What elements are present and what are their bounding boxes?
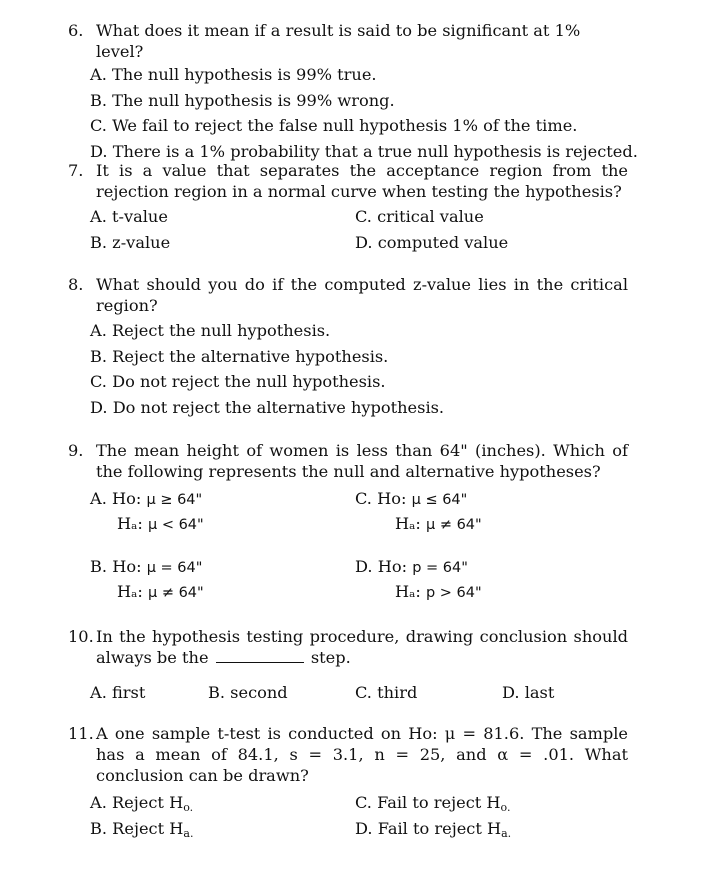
question-number: 8. xyxy=(68,275,84,294)
alt-hypothesis-label: Hₐ: xyxy=(117,582,143,601)
question-11-stem xyxy=(68,723,628,786)
option-a[interactable]: A. Reject the null hypothesis. xyxy=(90,321,331,340)
question-8-stem xyxy=(68,274,628,316)
question-text: What should you do if the computed z-value lies in the critical region? xyxy=(96,275,628,315)
question-text: What does it mean if a result is said to be significant at 1% level? xyxy=(96,21,581,61)
option-d[interactable]: D. There is a 1% probability that a true null hypothesis is rejected. xyxy=(90,141,638,161)
question-number: 7. xyxy=(68,161,84,180)
question-9-options xyxy=(90,486,628,614)
alt-hypothesis: μ < 64" xyxy=(147,517,204,533)
question-6-options xyxy=(90,62,638,164)
alt-hypothesis: μ ≠ 64" xyxy=(147,585,204,601)
option-letter: C. xyxy=(355,489,372,508)
alt-hypothesis: μ ≠ 64" xyxy=(425,517,482,533)
fill-in-blank[interactable] xyxy=(216,648,304,663)
null-hypothesis: μ ≤ 64" xyxy=(411,492,468,508)
alt-hypothesis-label: Hₐ: xyxy=(395,514,421,533)
question-8 xyxy=(68,274,628,420)
null-hypothesis: p = 64" xyxy=(412,560,468,576)
option-c[interactable]: C. third xyxy=(355,683,418,702)
option-d[interactable] xyxy=(355,554,482,604)
question-text: The mean height of women is less than 64" (inches). Which of the following represents the null and alternative hypotheses? xyxy=(96,441,628,481)
question-8-options xyxy=(90,318,628,420)
option-c[interactable]: C. Do not reject the null hypothesis. xyxy=(90,372,386,391)
question-number: 10. xyxy=(68,627,94,646)
question-11-options xyxy=(90,790,628,841)
option-letter: A. xyxy=(90,489,107,508)
alt-hypothesis-label: Hₐ: xyxy=(117,514,143,533)
option-a[interactable] xyxy=(90,486,204,536)
null-hypothesis-label: Ho: xyxy=(112,557,142,576)
option-a[interactable]: A. first xyxy=(90,683,146,702)
question-10 xyxy=(68,626,628,705)
question-9 xyxy=(68,440,628,614)
question-number: 9. xyxy=(68,441,84,460)
question-6-stem xyxy=(68,20,628,62)
question-number: 11. xyxy=(68,724,94,743)
option-b[interactable]: B. second xyxy=(208,683,288,702)
question-7-stem xyxy=(68,160,628,202)
option-d[interactable]: D. last xyxy=(502,683,555,702)
option-d[interactable]: D. Do not reject the alternative hypothesis. xyxy=(90,397,445,417)
question-text-after: step. xyxy=(310,648,351,667)
alt-hypothesis: p > 64" xyxy=(425,585,482,601)
option-a[interactable]: A. t-value xyxy=(90,207,168,226)
question-number: 6. xyxy=(68,21,84,40)
option-c[interactable]: C. We fail to reject the false null hypothesis 1% of the time. xyxy=(90,116,578,135)
null-hypothesis-label: Ho: xyxy=(112,489,142,508)
question-6 xyxy=(68,20,638,164)
question-text: A one sample t-test is conducted on Ho: μ = 81.6. The sample has a mean of 84.1, s = 3.1, n = 25, and α = .01. What conclusion can be drawn? xyxy=(96,724,628,785)
option-c[interactable]: C. critical value xyxy=(355,207,484,226)
option-d[interactable]: D. Fail to reject $H_{a.}$ xyxy=(355,818,512,840)
question-10-options xyxy=(90,680,628,705)
null-hypothesis: μ = 64" xyxy=(146,560,203,576)
question-7 xyxy=(68,160,628,255)
question-9-stem xyxy=(68,440,628,482)
question-text: It is a value that separates the acceptance region from the rejection region in a normal curve when testing the hypothesis? xyxy=(96,161,628,201)
option-a[interactable]: A. Reject $H_{o.}$ xyxy=(90,793,194,814)
option-b[interactable]: B. Reject the alternative hypothesis. xyxy=(90,346,389,366)
null-hypothesis-label: Ho: xyxy=(377,489,407,508)
option-b[interactable]: B. Reject $H_{a.}$ xyxy=(90,818,194,840)
alt-hypothesis-label: Hₐ: xyxy=(395,582,421,601)
question-text-before: In the hypothesis testing procedure, drawing conclusion should always be the xyxy=(96,627,628,667)
option-d[interactable]: D. computed value xyxy=(355,232,509,252)
option-c[interactable]: C. Fail to reject $H_{o.}$ xyxy=(355,793,511,814)
option-b[interactable]: B. z-value xyxy=(90,232,171,252)
question-10-stem xyxy=(68,626,628,668)
option-letter: B. xyxy=(90,557,108,576)
option-c[interactable] xyxy=(355,486,482,536)
null-hypothesis-label: Ho: xyxy=(377,557,408,576)
question-11 xyxy=(68,723,628,841)
null-hypothesis: μ ≥ 64" xyxy=(146,492,203,508)
question-7-options xyxy=(90,204,628,255)
option-b[interactable] xyxy=(90,554,204,604)
option-letter: D. xyxy=(355,557,373,576)
option-a[interactable]: A. The null hypothesis is 99% true. xyxy=(90,65,377,84)
option-b[interactable]: B. The null hypothesis is 99% wrong. xyxy=(90,90,395,110)
